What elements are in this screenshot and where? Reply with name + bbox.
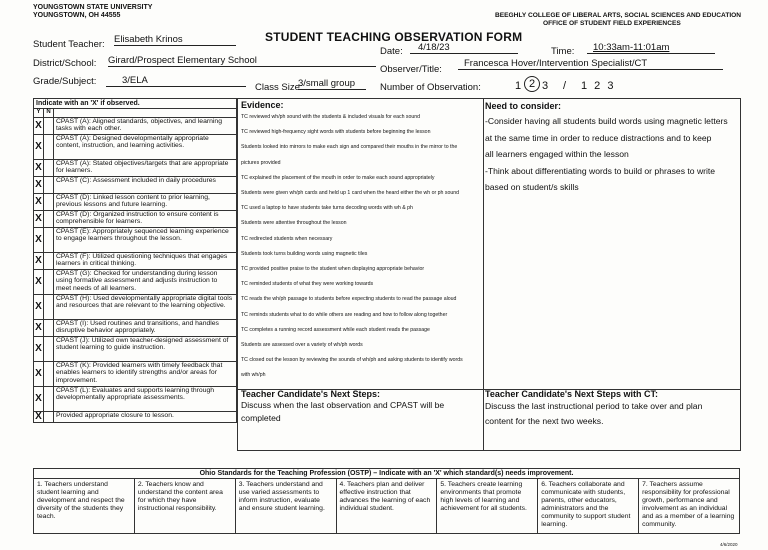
cpast-criterion: CPAST (A): Designed developmentally appropriate content, instruction, and learning activities. <box>54 134 237 159</box>
date-label: Date: <box>380 46 403 57</box>
cpast-row <box>34 252 237 269</box>
observed-no-mark[interactable] <box>44 361 54 386</box>
date-value: 4/18/23 <box>410 42 518 54</box>
cpast-criterion: Provided appropriate closure to lesson. <box>54 411 237 422</box>
cpast-row <box>34 361 237 386</box>
observed-yes-mark[interactable]: X <box>34 319 44 336</box>
grade-value: 3/ELA <box>106 75 246 87</box>
cpast-table <box>33 108 237 423</box>
observed-no-mark[interactable] <box>44 227 54 252</box>
form-title: STUDENT TEACHING OBSERVATION FORM <box>265 30 523 44</box>
cpast-criterion: CPAST (H): Used developmentally appropriate digital tools and resources that are relevant to the learning objective. <box>54 294 237 319</box>
evidence-line: TC reviewed high-frequency sight words with students before beginning the lesson <box>241 129 431 136</box>
evidence-heading: Evidence: <box>241 100 284 110</box>
next-steps-ct-notes <box>482 399 740 429</box>
consider-heading: Need to consider: <box>485 101 562 111</box>
ostp-table <box>33 478 740 534</box>
observed-no-mark[interactable] <box>44 193 54 210</box>
evidence-line: Students are assessed over a variety of wh/ph words <box>241 342 363 349</box>
observation-number-1: 1 <box>515 80 522 92</box>
evidence-line: TC redirected students when necessary <box>241 235 333 242</box>
observed-no-mark[interactable] <box>44 336 54 361</box>
consider-line: based on student/s skills <box>485 182 579 192</box>
cpast-row <box>34 269 237 294</box>
time-label: Time: <box>551 46 575 57</box>
ostp-standard-cell[interactable]: 1. Teachers understand student learning and development and respect the diversity of the students they teach. <box>34 479 135 534</box>
ostp-standard-cell[interactable]: 7. Teachers assume responsibility for professional growth, performance and involvement as an individual and as a member of a learning community. <box>639 479 740 534</box>
ostp-standard-cell[interactable]: 2. Teachers know and understand the content area for which they have instructional responsibility. <box>134 479 235 534</box>
cpast-header-row <box>34 109 237 118</box>
observed-no-mark[interactable] <box>44 134 54 159</box>
observed-no-mark[interactable] <box>44 411 54 422</box>
cpast-criterion: CPAST (D): Linked lesson content to prior learning, previous lessons and future learning. <box>54 193 237 210</box>
university-address: YOUNGSTOWN, OH 44555 <box>33 12 121 19</box>
observed-yes-mark[interactable]: X <box>34 176 44 193</box>
consider-notes <box>482 113 740 196</box>
observed-no-mark[interactable] <box>44 386 54 411</box>
next-steps-ct-line: Discuss the last instructional period to take over and plan <box>485 401 703 411</box>
cpast-row <box>34 411 237 422</box>
observed-yes-mark[interactable]: X <box>34 227 44 252</box>
col-no-header: N <box>44 109 54 118</box>
observation-number-3: 3 <box>542 80 549 92</box>
evidence-line: TC reminded students of what they were working towards <box>241 281 374 288</box>
next-steps-box <box>237 388 484 451</box>
ostp-heading: Ohio Standards for the Teaching Profession (OSTP) – Indicate with an 'X' which standard(s) needs improvement. <box>33 468 740 478</box>
next-steps-line: Discuss when the last observation and CPAST will be <box>241 400 445 410</box>
cpast-criterion: CPAST (D): Organized instruction to ensure content is comprehensible for learners. <box>54 210 237 227</box>
observed-yes-mark[interactable]: X <box>34 269 44 294</box>
evidence-line: TC used a laptop to have students take turns decoding words with wh & ph <box>241 205 413 212</box>
district-label: District/School: <box>33 58 97 69</box>
observer-label: Observer/Title: <box>380 64 442 75</box>
evidence-line: with wh/ph <box>241 372 266 379</box>
ostp-standard-cell[interactable]: 6. Teachers collaborate and communicate with students, parents, other educators, administrators and the community to support student learning. <box>538 479 639 534</box>
evidence-line: Students were given wh/ph cards and held up 1 card when the heard either the wh or ph sound <box>241 190 460 197</box>
grade-label: Grade/Subject: <box>33 76 97 87</box>
evidence-line: Students looked into mirrors to make each sign and compared their mouths in the mirror to the <box>241 144 458 151</box>
consider-line: at the same time in order to reduce distractions and to keep <box>485 132 712 143</box>
cpast-row <box>34 319 237 336</box>
evidence-line: TC reads the wh/ph passage to students before expecting students to read the passage aloud <box>241 296 457 303</box>
observed-yes-mark[interactable]: X <box>34 159 44 176</box>
cpast-criterion: CPAST (E): Appropriately sequenced learning experience to engage learners throughout the lesson. <box>54 227 237 252</box>
class-size-label: Class Size: <box>255 82 303 93</box>
observed-no-mark[interactable] <box>44 294 54 319</box>
observed-yes-mark[interactable]: X <box>34 361 44 386</box>
cpast-criterion: CPAST (A): Aligned standards, objectives, and learning tasks with each other. <box>54 117 237 134</box>
form-code: 4/6/2020 <box>720 542 738 547</box>
cpast-row <box>34 294 237 319</box>
ostp-standard-cell[interactable]: 4. Teachers plan and deliver effective instruction that advances the learning of each individual student. <box>336 479 437 534</box>
evidence-line: TC provided positive praise to the student when displaying appropriate behavior <box>241 266 425 273</box>
observation-number-circled: 2 <box>524 76 540 92</box>
cpast-criterion: CPAST (A): Stated objectives/targets that are appropriate for learners. <box>54 159 237 176</box>
evidence-line: Students were attentive throughout the lesson <box>241 220 347 227</box>
district-value: Girard/Prospect Elementary School <box>108 55 376 67</box>
observation-number-alt: 1 2 3 <box>581 80 616 92</box>
cpast-criterion: CPAST (I): Used routines and transitions, and handles disruptive behavior appropriately. <box>54 319 237 336</box>
evidence-notes <box>238 110 483 384</box>
observed-yes-mark[interactable]: X <box>35 410 42 422</box>
cpast-row <box>34 117 237 134</box>
cpast-criterion: CPAST (C): Assessment included in daily procedures <box>54 176 237 193</box>
consider-line: -Consider having all students build words using magnetic letters <box>485 116 728 126</box>
university-name: YOUNGSTOWN STATE UNIVERSITY <box>33 4 153 11</box>
ostp-standards-row <box>34 479 740 534</box>
ostp-standard-cell[interactable]: 5. Teachers create learning environments that promote high levels of learning and achievement for all students. <box>437 479 538 534</box>
observation-number-label: Number of Observation: <box>380 82 481 93</box>
office-name: OFFICE OF STUDENT FIELD EXPERIENCES <box>543 20 681 27</box>
class-size-value: 3/small group <box>298 78 366 90</box>
student-teacher-label: Student Teacher: <box>33 39 105 50</box>
observed-no-mark[interactable] <box>44 159 54 176</box>
consider-line: all learners engaged within the lesson <box>485 149 629 159</box>
evidence-line: TC closed out the lesson by reviewing the sounds of wh/ph and asking students to identify words <box>241 357 463 364</box>
evidence-line: TC completes a running record assessment while each student reads the passage <box>241 326 430 333</box>
cpast-row <box>34 193 237 210</box>
observed-no-mark[interactable] <box>44 117 54 134</box>
cpast-criterion: CPAST (J): Utilized own teacher-designed assessment of student learning to guide instruction. <box>54 336 237 361</box>
cpast-row <box>34 134 237 159</box>
ostp-standard-cell[interactable]: 3. Teachers understand and use varied assessments to inform instruction, evaluate and ensure student learning. <box>235 479 336 534</box>
consider-line: -Think about differentiating words to build or phrases to write <box>485 165 716 176</box>
time-value: 10:33am-11:01am <box>587 42 715 54</box>
observed-no-mark[interactable] <box>44 210 54 227</box>
observed-yes-mark[interactable]: X <box>34 336 44 361</box>
observed-no-mark[interactable] <box>44 269 54 294</box>
observed-yes-mark[interactable]: X <box>34 210 44 227</box>
evidence-line: Students took turns building words using magnetic tiles <box>241 250 368 257</box>
observation-number-separator: / <box>563 80 567 92</box>
cpast-criterion: CPAST (G): Checked for understanding during lesson using formative assessment and adjusts instruction to meet needs of all learners. <box>54 269 237 294</box>
cpast-criterion: CPAST (L): Evaluates and supports learning through developmentally appropriate assessments. <box>54 386 237 411</box>
consider-box <box>482 98 741 390</box>
evidence-box <box>237 98 484 390</box>
ostp-section <box>33 468 740 534</box>
next-steps-heading: Teacher Candidate's Next Steps: <box>241 389 381 399</box>
cpast-row <box>34 176 237 193</box>
observed-yes-mark[interactable]: X <box>34 193 44 210</box>
observed-yes-mark[interactable]: X <box>34 294 44 319</box>
cpast-row <box>34 227 237 252</box>
cpast-row <box>34 336 237 361</box>
next-steps-ct-box <box>482 388 741 451</box>
cpast-row <box>34 159 237 176</box>
cpast-criterion: CPAST (F): Utilized questioning techniques that engages learners in critical thinking. <box>54 252 237 269</box>
student-teacher-value: Elisabeth Krinos <box>114 34 236 46</box>
college-name: BEEGHLY COLLEGE OF LIBERAL ARTS, SOCIAL SCIENCES AND EDUCATION <box>495 12 742 19</box>
observed-no-mark[interactable] <box>44 176 54 193</box>
evidence-line: pictures provided <box>241 159 281 166</box>
evidence-line: TC explained the placement of the mouth in order to make each sound appropriately <box>241 174 435 181</box>
cpast-row <box>34 386 237 411</box>
observed-yes-mark[interactable]: X <box>34 134 44 159</box>
col-yes-header: Y <box>34 109 44 118</box>
next-steps-ct-heading: Teacher Candidate's Next Steps with CT: <box>485 389 659 399</box>
next-steps-ct-line: content for the next two weeks. <box>485 416 604 426</box>
observer-value: Francesca Hover/Intervention Specialist/CT <box>458 58 723 70</box>
cpast-section <box>33 98 237 423</box>
next-steps-notes <box>238 399 483 425</box>
evidence-line: TC reminds students what to do while others are reading and how to follow along together <box>241 311 448 318</box>
observed-yes-mark[interactable]: X <box>34 386 44 411</box>
evidence-line: TC reviewed wh/ph sound with the students & included visuals for each sound <box>241 114 421 120</box>
observed-yes-mark[interactable]: X <box>34 117 44 134</box>
observed-no-mark[interactable] <box>44 252 54 269</box>
cpast-criterion: CPAST (K): Provided learners with timely feedback that enables learners to identify strengths and/or areas for improvement. <box>54 361 237 386</box>
cpast-heading: Indicate with an 'X' if observed. <box>33 98 237 108</box>
observed-yes-mark[interactable]: X <box>34 252 44 269</box>
next-steps-line: completed <box>241 413 281 423</box>
cpast-row <box>34 210 237 227</box>
observed-no-mark[interactable] <box>44 319 54 336</box>
